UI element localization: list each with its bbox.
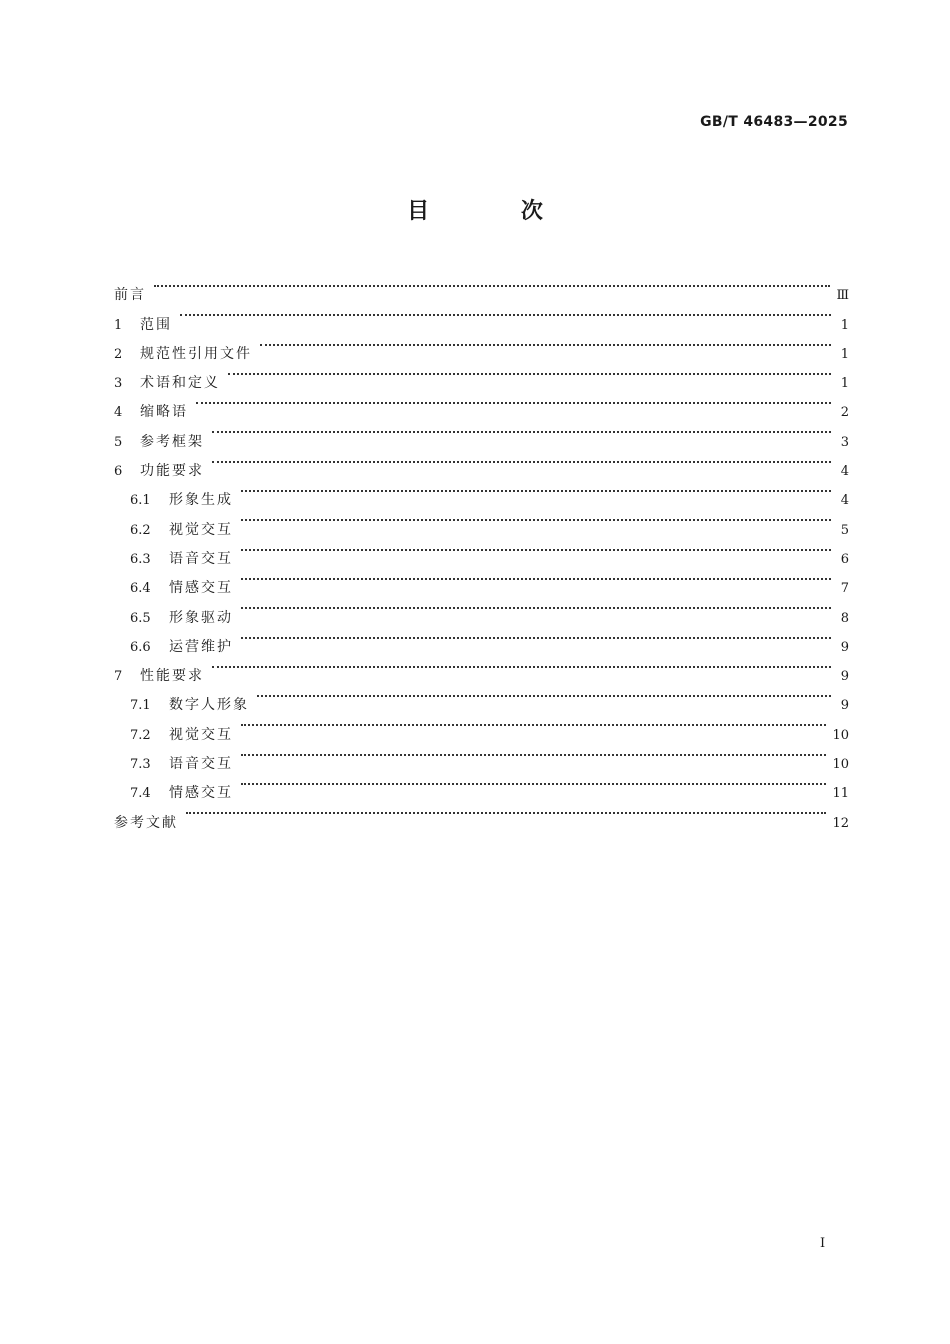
toc-entry-number: 7.1 bbox=[130, 698, 151, 714]
toc-entry-page: 10 bbox=[832, 727, 849, 743]
toc-entry-number: 6.4 bbox=[130, 581, 151, 597]
toc-entry-number: 1 bbox=[114, 317, 123, 333]
toc-entry-label: 参考框架 bbox=[140, 433, 204, 450]
standard-code: GB/T 46483—2025 bbox=[700, 114, 848, 130]
dot-leader bbox=[260, 329, 831, 358]
toc-entry-number: 7 bbox=[114, 669, 123, 685]
dot-leader bbox=[180, 299, 831, 328]
toc-entry[interactable] bbox=[114, 446, 849, 480]
toc-entry-number: 7.4 bbox=[130, 786, 151, 802]
toc-entry[interactable] bbox=[114, 299, 849, 333]
toc-entry-page: 9 bbox=[840, 639, 849, 655]
toc-entry-page: 3 bbox=[840, 434, 849, 450]
page-number: I bbox=[820, 1236, 826, 1251]
dot-leader bbox=[241, 563, 831, 592]
toc-entry-page: 2 bbox=[840, 405, 849, 421]
toc-entry-label: 规范性引用文件 bbox=[140, 345, 252, 362]
toc-entry-label: 视觉交互 bbox=[169, 726, 233, 743]
dot-leader bbox=[241, 504, 831, 533]
toc-entry-label: 性能要求 bbox=[140, 668, 204, 685]
toc-entry-label: 视觉交互 bbox=[169, 521, 233, 538]
toc-entry-label: 参考文献 bbox=[114, 814, 178, 831]
toc-entry-page: 9 bbox=[840, 698, 849, 714]
toc-entry-number: 2 bbox=[114, 346, 123, 362]
dot-leader bbox=[186, 797, 826, 826]
toc-entry-label: 前言 bbox=[114, 287, 146, 304]
toc-entry-number: 6.1 bbox=[130, 493, 151, 509]
toc-entry-label: 术语和定义 bbox=[140, 375, 220, 392]
toc-entry-page: 6 bbox=[840, 551, 849, 567]
toc-entry[interactable] bbox=[114, 680, 849, 714]
toc-entry[interactable] bbox=[114, 797, 849, 831]
toc-entry-page: 10 bbox=[832, 757, 849, 773]
toc-entry-label: 形象生成 bbox=[169, 492, 233, 509]
toc-entry-page: 1 bbox=[840, 317, 849, 333]
toc-entry-label: 语音交互 bbox=[169, 756, 233, 773]
toc-entry[interactable] bbox=[114, 416, 849, 450]
toc-entry[interactable] bbox=[114, 387, 849, 421]
toc-entry[interactable] bbox=[114, 270, 849, 304]
dot-leader bbox=[241, 739, 826, 768]
toc-entry-number: 6.3 bbox=[130, 551, 151, 567]
toc-entry-label: 数字人形象 bbox=[169, 697, 249, 714]
toc-entry-number: 6.6 bbox=[130, 639, 151, 655]
toc-entry-number: 6.2 bbox=[130, 522, 151, 538]
dot-leader bbox=[212, 416, 831, 445]
toc-entry-page: 1 bbox=[840, 346, 849, 362]
toc-entry-page: 12 bbox=[832, 815, 849, 831]
toc-entry-label: 范围 bbox=[140, 316, 172, 333]
dot-leader bbox=[241, 592, 831, 621]
toc-entry-page: 11 bbox=[832, 786, 849, 802]
table-of-contents bbox=[114, 270, 849, 831]
dot-leader bbox=[241, 475, 831, 504]
toc-entry-number: 6 bbox=[114, 464, 123, 480]
toc-entry-page: 8 bbox=[840, 610, 849, 626]
dot-leader bbox=[241, 709, 826, 738]
toc-entry-label: 缩略语 bbox=[140, 404, 188, 421]
dot-leader bbox=[212, 651, 831, 680]
dot-leader bbox=[196, 387, 831, 416]
toc-entry-label: 语音交互 bbox=[169, 550, 233, 567]
toc-entry-number: 7.2 bbox=[130, 727, 151, 743]
toc-entry-label: 运营维护 bbox=[169, 638, 233, 655]
dot-leader bbox=[241, 534, 831, 563]
toc-entry-label: 情感交互 bbox=[169, 580, 233, 597]
toc-entry-page: 7 bbox=[840, 581, 849, 597]
dot-leader bbox=[228, 358, 831, 387]
toc-entry-page: 9 bbox=[840, 669, 849, 685]
toc-entry-label: 形象驱动 bbox=[169, 609, 233, 626]
toc-entry-number: 7.3 bbox=[130, 757, 151, 773]
toc-entry-number: 4 bbox=[114, 405, 123, 421]
toc-entry-number: 6.5 bbox=[130, 610, 151, 626]
toc-entry[interactable] bbox=[114, 651, 849, 685]
toc-entry[interactable] bbox=[114, 329, 849, 362]
toc-entry-page: 4 bbox=[840, 464, 849, 480]
dot-leader bbox=[241, 622, 831, 651]
toc-entry-label: 情感交互 bbox=[169, 785, 233, 802]
toc-entry-page: 1 bbox=[840, 376, 849, 392]
toc-entry[interactable] bbox=[114, 475, 849, 509]
dot-leader bbox=[212, 446, 831, 475]
dot-leader bbox=[154, 270, 830, 299]
toc-entry-page: 4 bbox=[840, 493, 849, 509]
toc-entry-label: 功能要求 bbox=[140, 463, 204, 480]
toc-entry-number: 5 bbox=[114, 434, 123, 450]
toc-entry-page: 5 bbox=[840, 522, 849, 538]
dot-leader bbox=[257, 680, 831, 709]
dot-leader bbox=[241, 768, 826, 797]
toc-entry-number: 3 bbox=[114, 376, 123, 392]
page-title: 目 次 bbox=[407, 199, 585, 224]
toc-entry-page: Ⅲ bbox=[836, 288, 849, 304]
